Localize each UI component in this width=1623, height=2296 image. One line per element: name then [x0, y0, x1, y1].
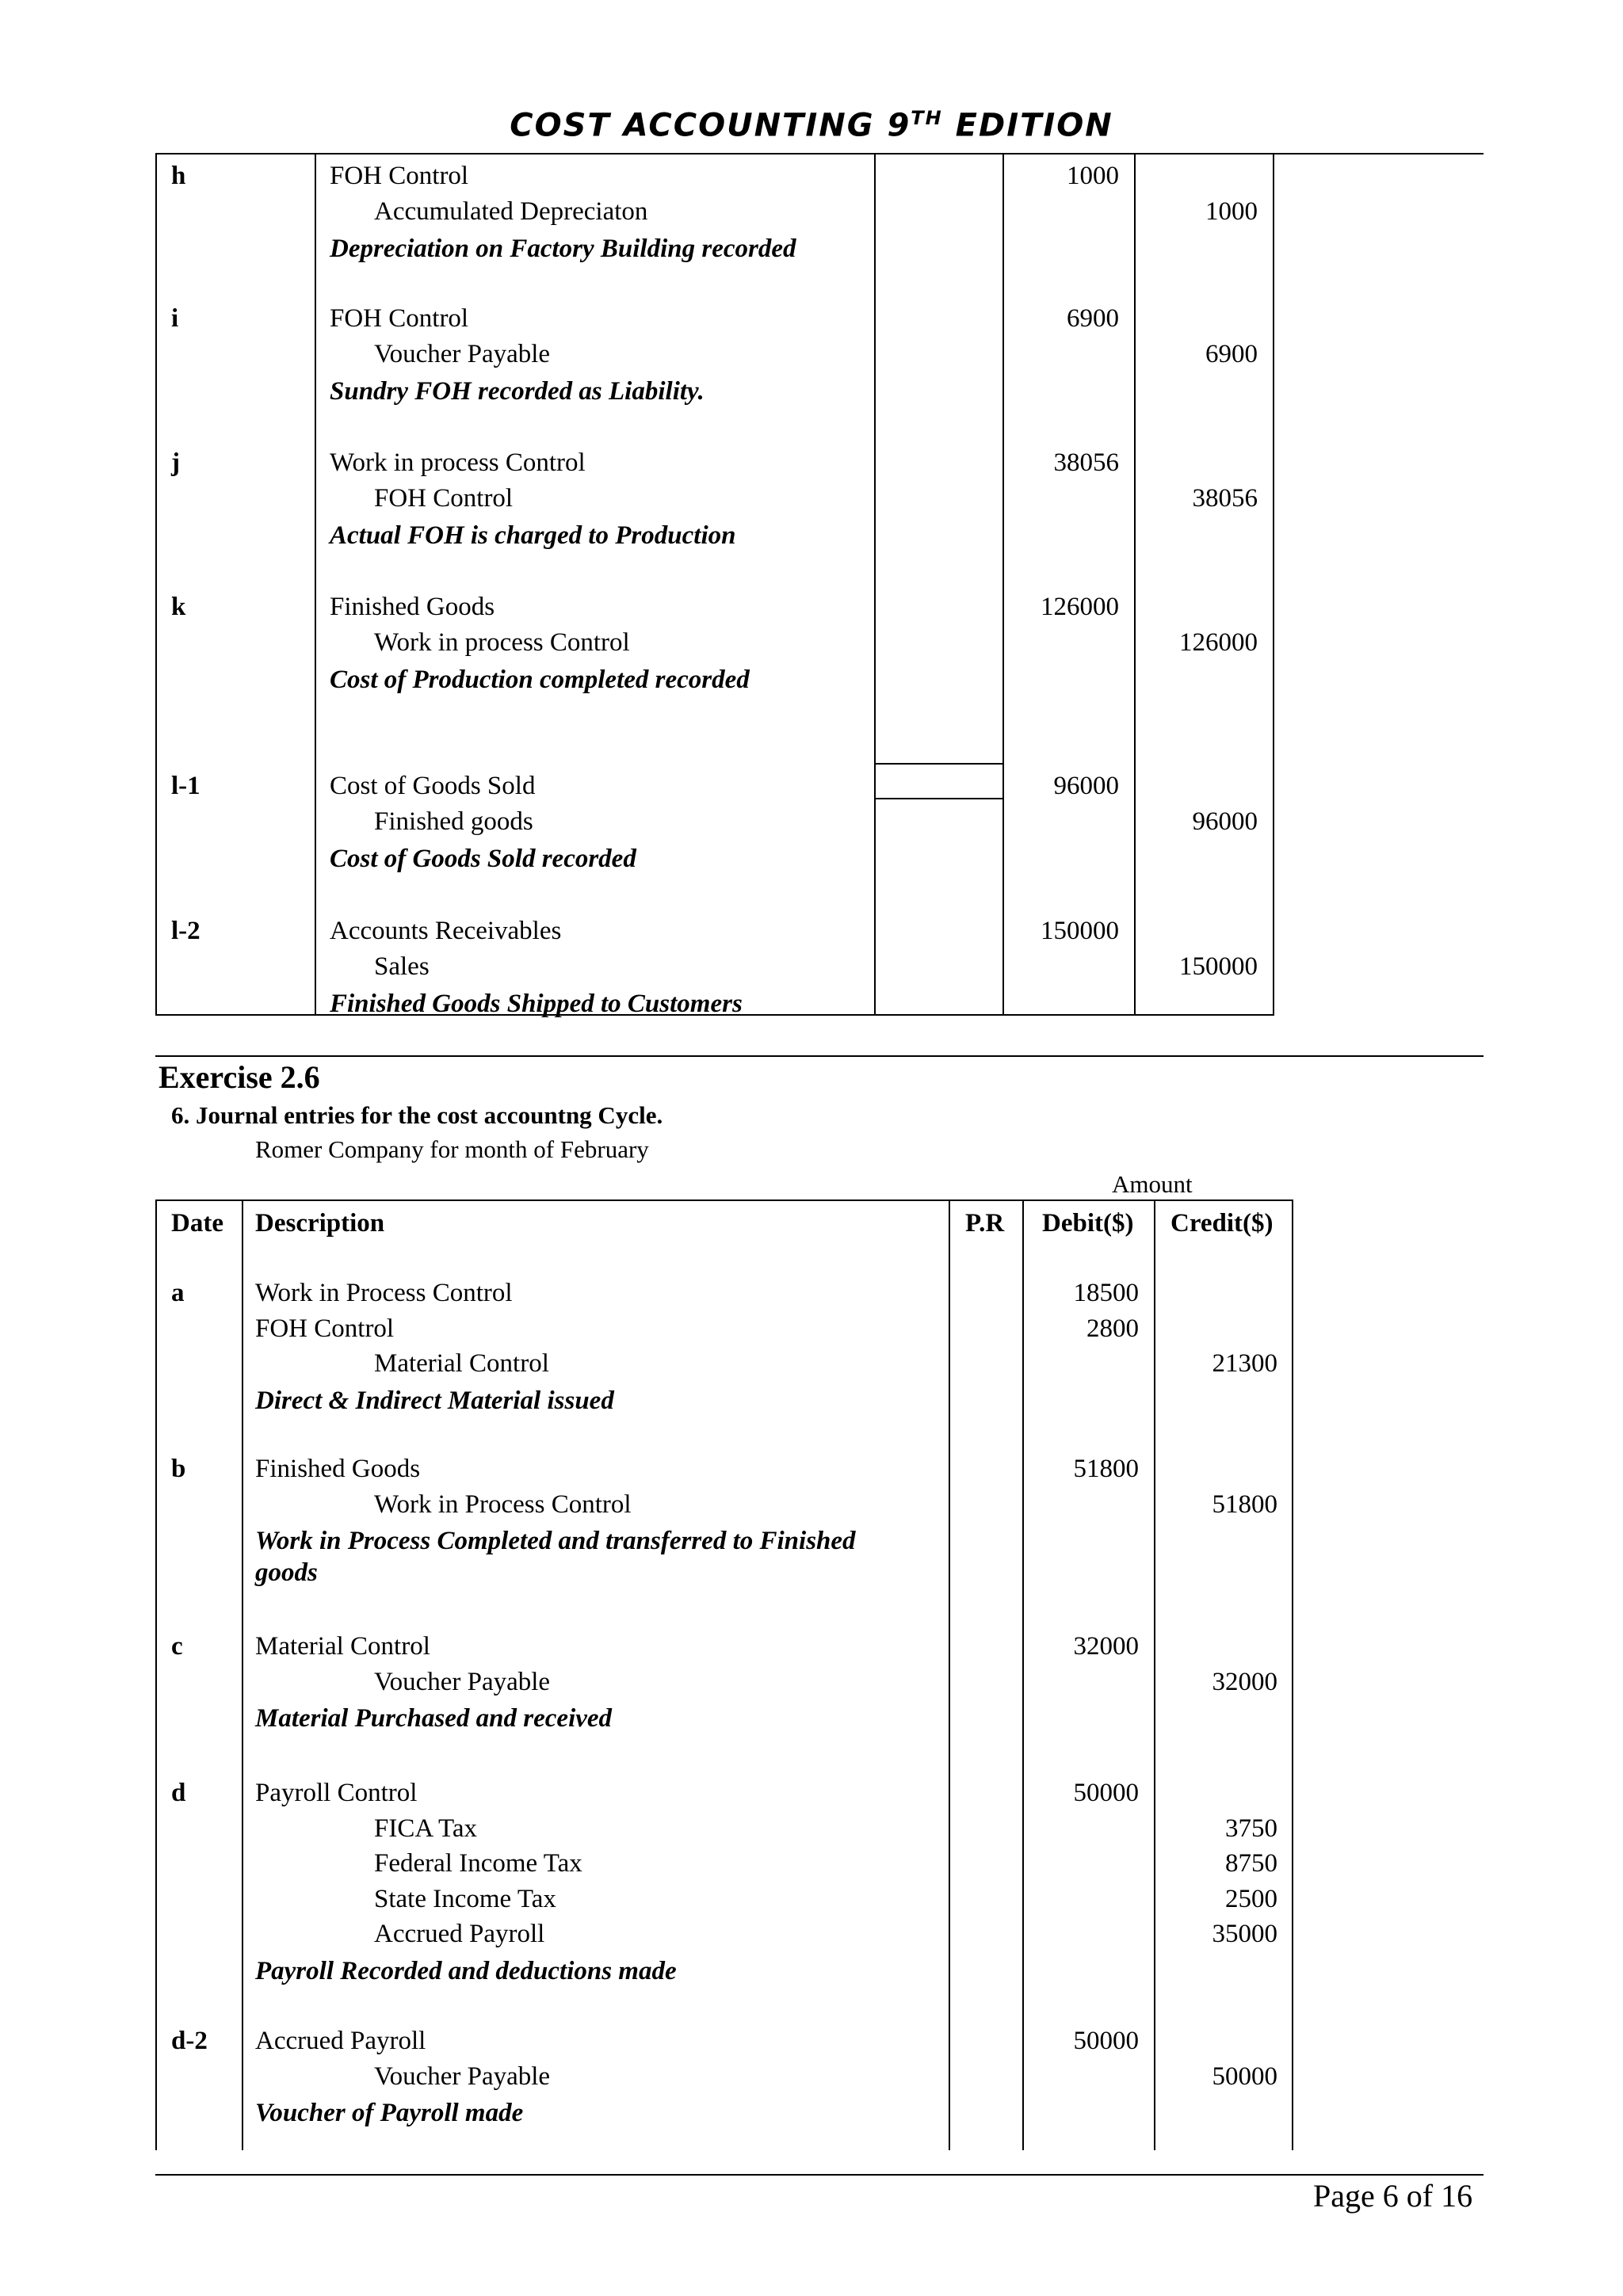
- entry-id: l-2: [171, 917, 200, 945]
- credit-amount: 3750: [1225, 1814, 1277, 1843]
- account-name: Voucher Payable: [374, 340, 551, 368]
- footer-rule: [155, 2174, 1484, 2176]
- account-name: Finished Goods: [255, 1455, 421, 1483]
- entry-id: d: [171, 1779, 186, 1807]
- debit-amount: 96000: [1053, 772, 1119, 800]
- account-name: Material Control: [255, 1632, 430, 1661]
- entry-id: d-2: [171, 2027, 208, 2055]
- credit-amount: 32000: [1212, 1667, 1277, 1696]
- entry-id: h: [171, 162, 186, 190]
- t2-col-desc: [949, 1199, 950, 2150]
- account-name: Accrued Payroll: [374, 1920, 545, 1948]
- account-name: Work in Process Control: [255, 1279, 513, 1307]
- t1-border-left: [155, 154, 157, 1016]
- t2-border-right: [1292, 1199, 1293, 2150]
- account-name: Accounts Receivables: [330, 917, 562, 945]
- t2-col-date: [242, 1199, 243, 2150]
- t1-pr-box-bottom: [874, 798, 1003, 799]
- debit-amount: 2800: [1086, 1314, 1139, 1343]
- t2-header-credit: Credit($): [1170, 1209, 1274, 1238]
- narration: Actual FOH is charged to Production: [330, 521, 736, 550]
- account-name: State Income Tax: [374, 1884, 556, 1913]
- header-title-sup: TH: [911, 107, 943, 129]
- header-title-end: EDITION: [942, 107, 1113, 144]
- debit-amount: 150000: [1041, 917, 1119, 945]
- entry-id: l-1: [171, 772, 200, 800]
- account-name: FOH Control: [374, 484, 514, 513]
- debit-amount: 50000: [1073, 1779, 1139, 1807]
- account-name: Voucher Payable: [374, 2061, 551, 2091]
- entry-id: k: [171, 593, 186, 621]
- account-name: Work in Process Control: [374, 1489, 632, 1519]
- narration: Work in Process Completed and transferred to Finished: [255, 1527, 856, 1555]
- entry-id: j: [171, 448, 180, 477]
- t1-col-date: [315, 154, 316, 1016]
- debit-amount: 126000: [1041, 593, 1119, 621]
- account-name: FOH Control: [255, 1314, 395, 1343]
- t1-border-right: [1273, 154, 1274, 1016]
- t2-header-description: Description: [255, 1209, 385, 1238]
- t1-col-desc: [874, 154, 876, 1016]
- narration: Direct & Indirect Material issued: [255, 1386, 614, 1415]
- account-name: Finished goods: [374, 807, 533, 836]
- credit-amount: 126000: [1179, 628, 1258, 657]
- t2-col-pr: [1022, 1199, 1024, 2150]
- debit-amount: 1000: [1067, 162, 1119, 190]
- account-name: FOH Control: [330, 304, 469, 333]
- page-number: Page 6 of 16: [1313, 2178, 1473, 2214]
- account-name: Voucher Payable: [374, 1667, 551, 1696]
- header-rule: [155, 153, 1484, 154]
- account-name: FOH Control: [330, 162, 469, 190]
- exercise-rule: [155, 1055, 1484, 1057]
- narration: Voucher of Payroll made: [255, 2099, 524, 2127]
- t2-header-date: Date: [171, 1209, 223, 1238]
- header-title-main: COST ACCOUNTING 9: [510, 107, 911, 144]
- credit-amount: 6900: [1205, 340, 1258, 368]
- account-name: Accumulated Depreciaton: [374, 197, 648, 226]
- account-name: Work in process Control: [374, 628, 630, 657]
- debit-amount: 50000: [1073, 2027, 1139, 2055]
- account-name: Sales: [374, 952, 430, 981]
- narration: Sundry FOH recorded as Liability.: [330, 377, 705, 406]
- credit-amount: 38056: [1192, 484, 1258, 513]
- account-name: Accrued Payroll: [255, 2027, 426, 2055]
- account-name: Finished Goods: [330, 593, 495, 621]
- entry-id: i: [171, 304, 179, 333]
- page-header-title: [0, 107, 1623, 143]
- debit-amount: 18500: [1073, 1279, 1139, 1307]
- narration: Cost of Goods Sold recorded: [330, 845, 636, 873]
- t2-header-debit: Debit($): [1042, 1209, 1134, 1238]
- narration: Depreciation on Factory Building recorded: [330, 235, 796, 263]
- exercise-subtitle: 6. Journal entries for the cost accountng Cycle.: [171, 1101, 663, 1129]
- narration: Material Purchased and received: [255, 1704, 613, 1733]
- entry-id: a: [171, 1279, 185, 1307]
- account-name: Federal Income Tax: [374, 1849, 582, 1878]
- credit-amount: 8750: [1225, 1849, 1277, 1878]
- credit-amount: 96000: [1192, 807, 1258, 836]
- narration: Payroll Recorded and deductions made: [255, 1956, 677, 1985]
- t1-col-debit: [1134, 154, 1136, 1016]
- entry-id: b: [171, 1455, 186, 1483]
- account-name: Work in process Control: [330, 448, 586, 477]
- debit-amount: 6900: [1067, 304, 1119, 333]
- t2-header-pr: P.R: [965, 1209, 1005, 1238]
- t1-col-pr: [1002, 154, 1004, 1016]
- amount-label: Amount: [1112, 1170, 1193, 1198]
- credit-amount: 35000: [1212, 1920, 1277, 1948]
- exercise-title: Exercise 2.6: [158, 1059, 320, 1095]
- debit-amount: 38056: [1053, 448, 1119, 477]
- t2-border-left: [155, 1199, 157, 2150]
- credit-amount: 50000: [1212, 2061, 1277, 2091]
- account-name: Payroll Control: [255, 1779, 418, 1807]
- entry-id: c: [171, 1632, 183, 1661]
- narration: Cost of Production completed recorded: [330, 666, 750, 694]
- narration: Finished Goods Shipped to Customers: [330, 990, 743, 1018]
- credit-amount: 150000: [1179, 952, 1258, 981]
- exercise-company: Romer Company for month of February: [255, 1135, 649, 1163]
- debit-amount: 32000: [1073, 1632, 1139, 1661]
- narration: goods: [255, 1558, 318, 1587]
- debit-amount: 51800: [1073, 1455, 1139, 1483]
- t1-pr-box-top: [874, 763, 1003, 765]
- credit-amount: 51800: [1212, 1489, 1277, 1519]
- credit-amount: 21300: [1212, 1349, 1277, 1378]
- account-name: Material Control: [374, 1349, 549, 1378]
- account-name: Cost of Goods Sold: [330, 772, 536, 800]
- credit-amount: 1000: [1205, 197, 1258, 226]
- t2-border-top: [155, 1199, 1292, 1201]
- account-name: FICA Tax: [374, 1814, 478, 1843]
- credit-amount: 2500: [1225, 1884, 1277, 1913]
